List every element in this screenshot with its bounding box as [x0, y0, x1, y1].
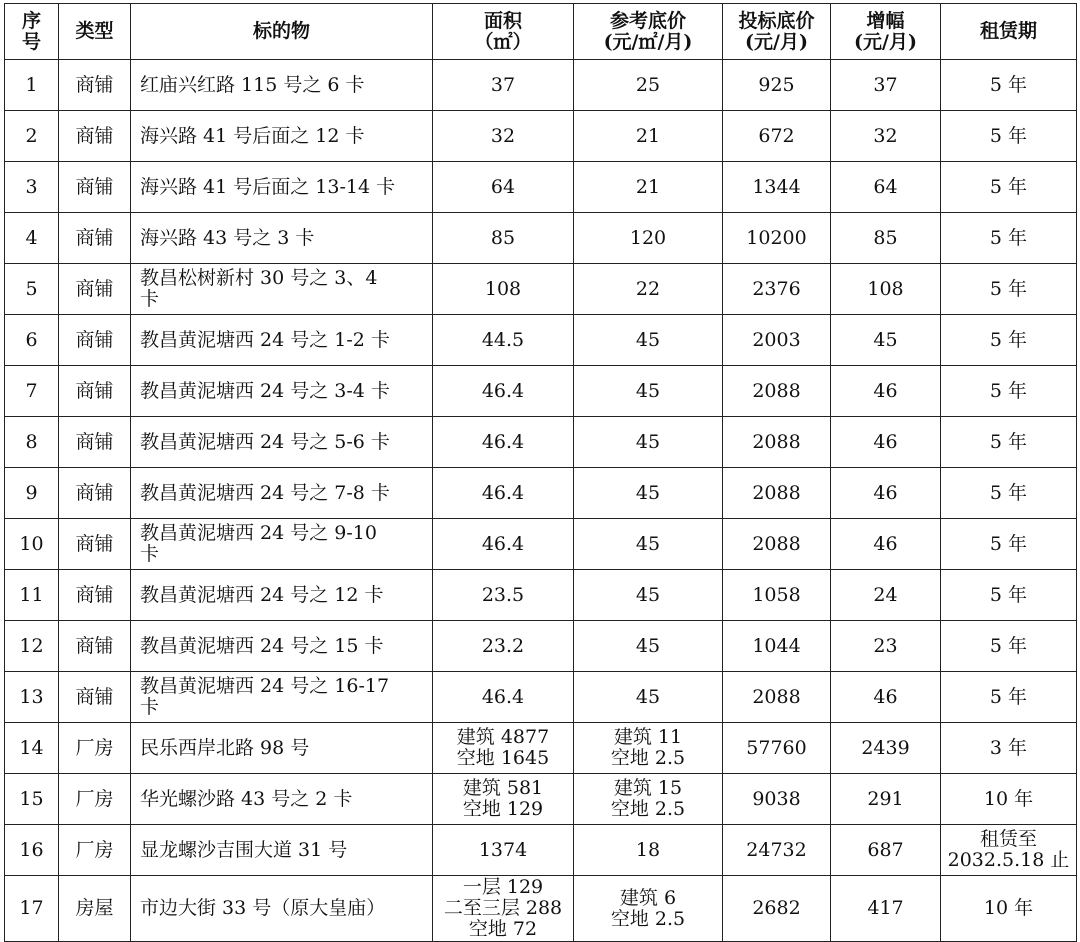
cell-ref-price-line: 45: [635, 583, 661, 606]
cell-ref-price-line: 空地 2.5: [610, 747, 686, 769]
cell-item: [131, 723, 433, 774]
header-text: 号: [21, 30, 41, 53]
cell-type: 房屋: [59, 876, 131, 942]
cell-term-line: 5 年: [989, 634, 1028, 657]
table-row: [5, 111, 1077, 162]
cell-seq: 6: [5, 315, 59, 366]
cell-seq: 12: [5, 621, 59, 672]
cell-seq: 3: [5, 162, 59, 213]
cell-area-line: 46.4: [481, 685, 525, 708]
header-text: 序: [21, 9, 41, 32]
cell-area: [433, 264, 574, 315]
cell-bid-price: 9038: [723, 774, 831, 825]
cell-seq: 17: [5, 876, 59, 942]
item-header: [131, 4, 433, 60]
cell-ref-price: [574, 621, 723, 672]
cell-seq: 13: [5, 672, 59, 723]
table-row: [5, 162, 1077, 213]
cell-seq: 9: [5, 468, 59, 519]
cell-item-line: 海兴路 41 号后面之 13-14 卡: [140, 175, 396, 198]
cell-type: 商铺: [59, 519, 131, 570]
cell-area-line: 建筑 4877: [456, 726, 550, 748]
cell-item-line: 红庙兴红路 115 号之 6 卡: [140, 73, 365, 96]
cell-seq: 15: [5, 774, 59, 825]
cell-increase: 23: [831, 621, 941, 672]
cell-ref-price-line: 25: [635, 73, 661, 96]
cell-seq: 4: [5, 213, 59, 264]
cell-ref-price-line: 18: [635, 838, 661, 861]
cell-area-line: 108: [484, 277, 522, 300]
cell-item: [131, 825, 433, 876]
cell-increase: 108: [831, 264, 941, 315]
cell-ref-price: [574, 519, 723, 570]
cell-ref-price-line: 45: [635, 328, 661, 351]
cell-item: [131, 468, 433, 519]
cell-increase: 46: [831, 519, 941, 570]
cell-seq: 8: [5, 417, 59, 468]
cell-bid-price: 1044: [723, 621, 831, 672]
header-text: 类型: [75, 20, 114, 42]
cell-area-line: 二至三层 288: [443, 897, 563, 919]
cell-seq: 2: [5, 111, 59, 162]
cell-term-line: 租赁至: [979, 828, 1037, 850]
cell-area-line: 85: [490, 226, 516, 249]
table-row: [5, 723, 1077, 774]
cell-item: [131, 672, 433, 723]
cell-increase: 417: [831, 876, 941, 942]
cell-item: [131, 264, 433, 315]
cell-ref-price-line: 45: [635, 532, 661, 555]
cell-bid-price: 2088: [723, 468, 831, 519]
cell-term-line: 5 年: [989, 583, 1028, 606]
cell-term: [941, 468, 1077, 519]
type-header: [59, 4, 131, 60]
cell-ref-price: [574, 315, 723, 366]
cell-ref-price: [574, 570, 723, 621]
cell-area-line: 46.4: [481, 532, 525, 555]
cell-ref-price-line: 45: [635, 481, 661, 504]
cell-term-line: 5 年: [989, 124, 1028, 147]
cell-bid-price: 2682: [723, 876, 831, 942]
cell-ref-price: [574, 111, 723, 162]
cell-term: [941, 60, 1077, 111]
cell-bid-price: 24732: [723, 825, 831, 876]
cell-ref-price: [574, 876, 723, 942]
cell-item: [131, 621, 433, 672]
cell-area: [433, 213, 574, 264]
cell-area: [433, 723, 574, 774]
cell-ref-price-line: 空地 2.5: [610, 907, 686, 930]
cell-bid-price: 2088: [723, 417, 831, 468]
cell-term: [941, 672, 1077, 723]
cell-increase: 85: [831, 213, 941, 264]
cell-term-line: 5 年: [989, 277, 1028, 300]
header-text: (元/㎡/月): [603, 30, 693, 53]
cell-term: [941, 519, 1077, 570]
cell-area: [433, 162, 574, 213]
cell-type: 商铺: [59, 213, 131, 264]
cell-bid-price: 1344: [723, 162, 831, 213]
cell-area-line: 64: [490, 175, 516, 198]
cell-type: 商铺: [59, 621, 131, 672]
cell-area-line: 46.4: [481, 481, 525, 504]
cell-bid-price: 57760: [723, 723, 831, 774]
cell-area-line: 23.2: [481, 634, 525, 657]
cell-ref-price: [574, 213, 723, 264]
term-header: [941, 4, 1077, 60]
cell-ref-price: [574, 162, 723, 213]
cell-increase: 45: [831, 315, 941, 366]
cell-type: 商铺: [59, 366, 131, 417]
header-text: (元/月): [854, 30, 917, 53]
cell-area-line: 44.5: [481, 328, 525, 351]
cell-term: [941, 315, 1077, 366]
cell-area-line: 37: [490, 73, 516, 96]
cell-area: [433, 774, 574, 825]
cell-area-line: 一层 129: [462, 876, 544, 898]
cell-bid-price: 1058: [723, 570, 831, 621]
table-row: [5, 621, 1077, 672]
cell-item-line: 教昌黄泥塘西 24 号之 16-17: [140, 675, 390, 697]
table-row: [5, 672, 1077, 723]
table-row: [5, 774, 1077, 825]
cell-bid-price: 2376: [723, 264, 831, 315]
cell-term: [941, 366, 1077, 417]
cell-increase: 46: [831, 366, 941, 417]
cell-area: [433, 876, 574, 942]
cell-type: 商铺: [59, 264, 131, 315]
cell-item-line: 教昌黄泥塘西 24 号之 9-10: [140, 522, 377, 544]
cell-ref-price-line: 21: [635, 124, 661, 147]
cell-increase: 291: [831, 774, 941, 825]
cell-bid-price: 10200: [723, 213, 831, 264]
cell-item-line: 教昌松树新村 30 号之 3、4: [140, 267, 378, 289]
cell-item: [131, 366, 433, 417]
cell-area: [433, 468, 574, 519]
header-text: 面积: [483, 9, 522, 32]
cell-item: [131, 876, 433, 942]
cell-area: [433, 825, 574, 876]
header-text: 租赁期: [979, 20, 1037, 42]
cell-item-line: 教昌黄泥塘西 24 号之 15 卡: [140, 634, 384, 657]
cell-seq: 16: [5, 825, 59, 876]
cell-term-line: 5 年: [989, 430, 1028, 453]
cell-ref-price-line: 建筑 6: [619, 886, 677, 909]
cell-item: [131, 213, 433, 264]
cell-area: [433, 672, 574, 723]
cell-item-line: 华光螺沙路 43 号之 2 卡: [140, 787, 353, 810]
cell-type: 厂房: [59, 774, 131, 825]
cell-type: 商铺: [59, 570, 131, 621]
table-row: [5, 60, 1077, 111]
cell-increase: 37: [831, 60, 941, 111]
cell-term-line: 5 年: [989, 481, 1028, 504]
cell-ref-price-line: 45: [635, 379, 661, 402]
cell-item-line: 民乐西岸北路 98 号: [140, 736, 310, 759]
cell-area: [433, 366, 574, 417]
cell-ref-price: [574, 825, 723, 876]
cell-ref-price: [574, 774, 723, 825]
cell-ref-price: [574, 366, 723, 417]
cell-area: [433, 570, 574, 621]
cell-bid-price: 2088: [723, 519, 831, 570]
cell-ref-price-line: 空地 2.5: [610, 798, 686, 820]
bid-price-header: [723, 4, 831, 60]
cell-seq: 5: [5, 264, 59, 315]
seq-header: [5, 4, 59, 60]
cell-item: [131, 774, 433, 825]
cell-term-line: 5 年: [989, 532, 1028, 555]
cell-term-line: 10 年: [983, 897, 1034, 919]
cell-area-line: 23.5: [481, 583, 525, 606]
table-row: [5, 264, 1077, 315]
cell-ref-price: [574, 468, 723, 519]
cell-item-line: 显龙螺沙吉围大道 31 号: [140, 838, 348, 861]
cell-area: [433, 417, 574, 468]
cell-term: [941, 213, 1077, 264]
table-row: [5, 315, 1077, 366]
cell-area: [433, 519, 574, 570]
cell-ref-price-line: 建筑 15: [613, 777, 683, 799]
ref-price-header: [574, 4, 723, 60]
header-text: 投标底价: [738, 9, 815, 32]
cell-ref-price: [574, 417, 723, 468]
cell-increase: 46: [831, 672, 941, 723]
cell-type: 商铺: [59, 468, 131, 519]
cell-term-line: 10 年: [983, 787, 1034, 810]
cell-type: 商铺: [59, 60, 131, 111]
cell-ref-price-line: 45: [635, 430, 661, 453]
cell-ref-price: [574, 672, 723, 723]
cell-type: 厂房: [59, 825, 131, 876]
cell-area-line: 空地 129: [462, 798, 544, 820]
table-row: [5, 213, 1077, 264]
table-row: [5, 366, 1077, 417]
cell-increase: 46: [831, 468, 941, 519]
cell-ref-price-line: 建筑 11: [613, 726, 683, 748]
cell-seq: 7: [5, 366, 59, 417]
header-text: 标的物: [252, 20, 310, 42]
cell-bid-price: 2003: [723, 315, 831, 366]
cell-term: [941, 264, 1077, 315]
cell-term: [941, 723, 1077, 774]
cell-area-line: 建筑 581: [462, 777, 544, 799]
cell-item-line: 教昌黄泥塘西 24 号之 1-2 卡: [140, 328, 390, 351]
cell-type: 商铺: [59, 315, 131, 366]
table-row: [5, 825, 1077, 876]
cell-type: 商铺: [59, 111, 131, 162]
cell-type: 厂房: [59, 723, 131, 774]
cell-term-line: 5 年: [989, 379, 1028, 402]
cell-increase: 687: [831, 825, 941, 876]
cell-type: 商铺: [59, 162, 131, 213]
table-row: [5, 417, 1077, 468]
cell-ref-price-line: 120: [629, 226, 667, 249]
cell-term: [941, 417, 1077, 468]
cell-term-line: 5 年: [989, 685, 1028, 708]
cell-increase: 2439: [831, 723, 941, 774]
cell-increase: 24: [831, 570, 941, 621]
increase-header: [831, 4, 941, 60]
cell-term: [941, 111, 1077, 162]
cell-item-line: 教昌黄泥塘西 24 号之 12 卡: [140, 583, 384, 606]
cell-area: [433, 111, 574, 162]
cell-ref-price: [574, 723, 723, 774]
cell-area: [433, 315, 574, 366]
cell-type: 商铺: [59, 417, 131, 468]
header-text: （㎡）: [474, 30, 532, 53]
header-text: 参考底价: [609, 9, 686, 32]
cell-bid-price: 2088: [723, 366, 831, 417]
table-row: [5, 468, 1077, 519]
cell-ref-price-line: 21: [635, 175, 661, 198]
cell-item: [131, 570, 433, 621]
cell-item-line: 卡: [140, 696, 160, 718]
header-text: 增幅: [866, 9, 905, 32]
cell-item: [131, 60, 433, 111]
cell-ref-price: [574, 264, 723, 315]
cell-increase: 32: [831, 111, 941, 162]
table-row: [5, 570, 1077, 621]
tender-table: [4, 3, 1077, 942]
cell-item-line: 海兴路 43 号之 3 卡: [140, 226, 315, 249]
cell-increase: 46: [831, 417, 941, 468]
cell-area-line: 空地 1645: [456, 747, 550, 769]
area-header: [433, 4, 574, 60]
cell-item-line: 教昌黄泥塘西 24 号之 3-4 卡: [140, 379, 390, 402]
cell-ref-price-line: 22: [635, 277, 661, 300]
cell-area-line: 32: [490, 124, 516, 147]
cell-item-line: 卡: [140, 288, 160, 310]
cell-bid-price: 925: [723, 60, 831, 111]
table-body: [5, 60, 1077, 942]
cell-seq: 14: [5, 723, 59, 774]
cell-area: [433, 621, 574, 672]
cell-term: [941, 876, 1077, 942]
table-row: [5, 876, 1077, 942]
cell-area-line: 46.4: [481, 430, 525, 453]
cell-item: [131, 111, 433, 162]
cell-item: [131, 519, 433, 570]
cell-ref-price: [574, 60, 723, 111]
cell-term-line: 3 年: [989, 736, 1028, 759]
cell-term: [941, 621, 1077, 672]
cell-area-line: 1374: [478, 838, 528, 861]
cell-area: [433, 60, 574, 111]
cell-area-line: 空地 72: [468, 918, 538, 940]
cell-term: [941, 162, 1077, 213]
cell-ref-price-line: 45: [635, 634, 661, 657]
cell-bid-price: 672: [723, 111, 831, 162]
cell-type: 商铺: [59, 672, 131, 723]
cell-item-line: 教昌黄泥塘西 24 号之 7-8 卡: [140, 481, 390, 504]
cell-area-line: 46.4: [481, 379, 525, 402]
cell-term-line: 2032.5.18 止: [947, 849, 1070, 871]
cell-term: [941, 570, 1077, 621]
cell-item-line: 海兴路 41 号后面之 12 卡: [140, 124, 365, 147]
header-text: (元/月): [745, 30, 808, 53]
cell-item: [131, 315, 433, 366]
cell-seq: 10: [5, 519, 59, 570]
cell-term-line: 5 年: [989, 73, 1028, 96]
cell-ref-price-line: 45: [635, 685, 661, 708]
table-header-row: [5, 4, 1077, 60]
cell-item-line: 教昌黄泥塘西 24 号之 5-6 卡: [140, 430, 390, 453]
cell-term: [941, 774, 1077, 825]
cell-seq: 1: [5, 60, 59, 111]
cell-term-line: 5 年: [989, 226, 1028, 249]
cell-item-line: 市边大街 33 号（原大皇庙）: [140, 897, 386, 919]
cell-term-line: 5 年: [989, 328, 1028, 351]
cell-term-line: 5 年: [989, 175, 1028, 198]
cell-item: [131, 417, 433, 468]
cell-term: [941, 825, 1077, 876]
table-row: [5, 519, 1077, 570]
cell-bid-price: 2088: [723, 672, 831, 723]
cell-seq: 11: [5, 570, 59, 621]
cell-item-line: 卡: [140, 543, 160, 565]
cell-item: [131, 162, 433, 213]
cell-increase: 64: [831, 162, 941, 213]
